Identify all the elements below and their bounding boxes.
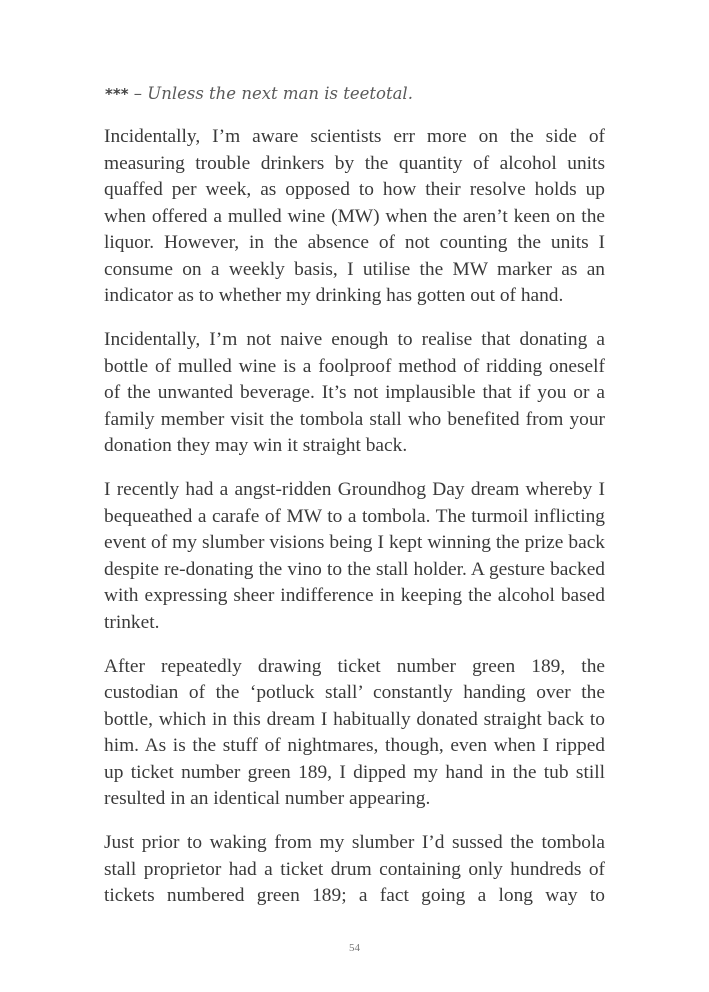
body-text [104, 124, 605, 927]
paragraph: Incidentally, I’m not naive enough to realise that donating a bottle of mulled wine is a foolproof method of ridding oneself of the unwanted beverage. It’s not implausible that if you or a family member visit the tombola stall who benefited from your donation they may win it straight back. [104, 329, 605, 456]
paragraph: Incidentally, I’m aware scientists err more on the side of measuring trouble drinkers by the quantity of alcohol units quaffed per week, as opposed to how their resolve holds up when offered a mulled wine (MW) when the aren’t keen on the liquor. However, in the absence of not counting the units I consume on a weekly basis, I utilise the MW marker as an indicator as to whether my drinking has gotten out of hand. [104, 126, 605, 306]
page-number: 54 [349, 942, 360, 954]
footnote-text: Unless the next man is teetotal. [147, 84, 413, 103]
paragraph: Just prior to waking from my slumber I’d sussed the tombola stall proprietor had a ticket drum containing only hundreds of tickets numbered green 189; a fact going a long way to [104, 832, 605, 906]
paragraph: I recently had a angst-ridden Groundhog Day dream whereby I bequeathed a carafe of MW to a tombola. The turmoil inflicting event of my slumber visions being I kept winning the prize back despite re-donating the vino to the stall holder. A gesture backed with expressing sheer indifference in keeping the alcohol based trinket. [104, 479, 605, 633]
footnote-dash: – [128, 84, 148, 103]
footnote [105, 82, 615, 106]
paragraph: After repeatedly drawing ticket number green 189, the custodian of the ‘potluck stall’ constantly handing over the bottle, which in this dream I habitually donated straight back to him. As is the stuff of nightmares, though, even when I ripped up ticket number green 189, I dipped my hand in the tub still resulted in an identical number appearing. [104, 655, 605, 809]
footnote-marker: *** [105, 85, 129, 103]
